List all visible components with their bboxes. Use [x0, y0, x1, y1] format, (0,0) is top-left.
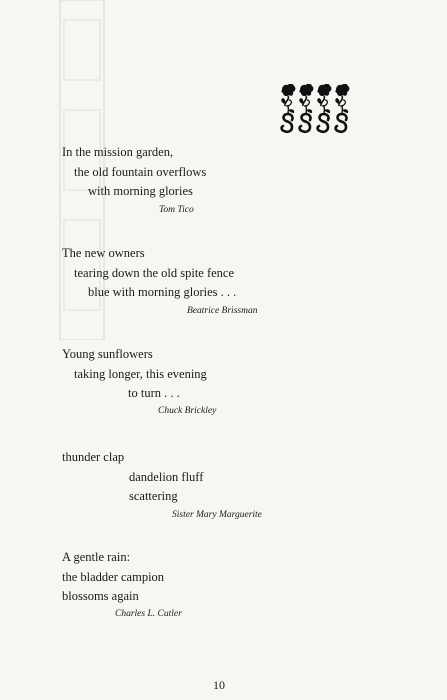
poem-1-author: Tom Tico: [159, 205, 194, 215]
poem-3-author: Chuck Brickley: [158, 406, 217, 416]
poem-1-line-1: In the mission garden,: [62, 145, 174, 159]
poem-3-line-1: Young sunflowers: [62, 347, 153, 361]
poem-3-line-3: to turn . . .: [128, 386, 180, 400]
flower-ornament-icon: [280, 84, 352, 134]
page-number: 10: [213, 678, 225, 692]
poem-4-author: Sister Mary Marguerite: [172, 510, 262, 520]
poem-1-line-2: the old fountain overflows: [74, 165, 207, 179]
poem-2-author: Beatrice Brissman: [187, 306, 258, 316]
poem-4-line-1: thunder clap: [62, 450, 125, 464]
poem-5-line-2: the bladder campion: [62, 570, 165, 584]
poem-2-line-3: blue with morning glories . . .: [88, 285, 237, 299]
poem-3-line-2: taking longer, this evening: [74, 367, 207, 381]
poem-5-line-1: A gentle rain:: [62, 550, 131, 564]
poem-5-line-3: blossoms again: [62, 589, 139, 603]
poem-5-author: Charles L. Cutler: [115, 609, 182, 619]
poem-4-line-3: scattering: [129, 489, 178, 503]
poem-2-line-1: The new owners: [62, 246, 145, 260]
poem-1-line-3: with morning glories: [88, 184, 193, 198]
poem-4-line-2: dandelion fluff: [129, 470, 204, 484]
poem-2-line-2: tearing down the old spite fence: [74, 266, 235, 280]
